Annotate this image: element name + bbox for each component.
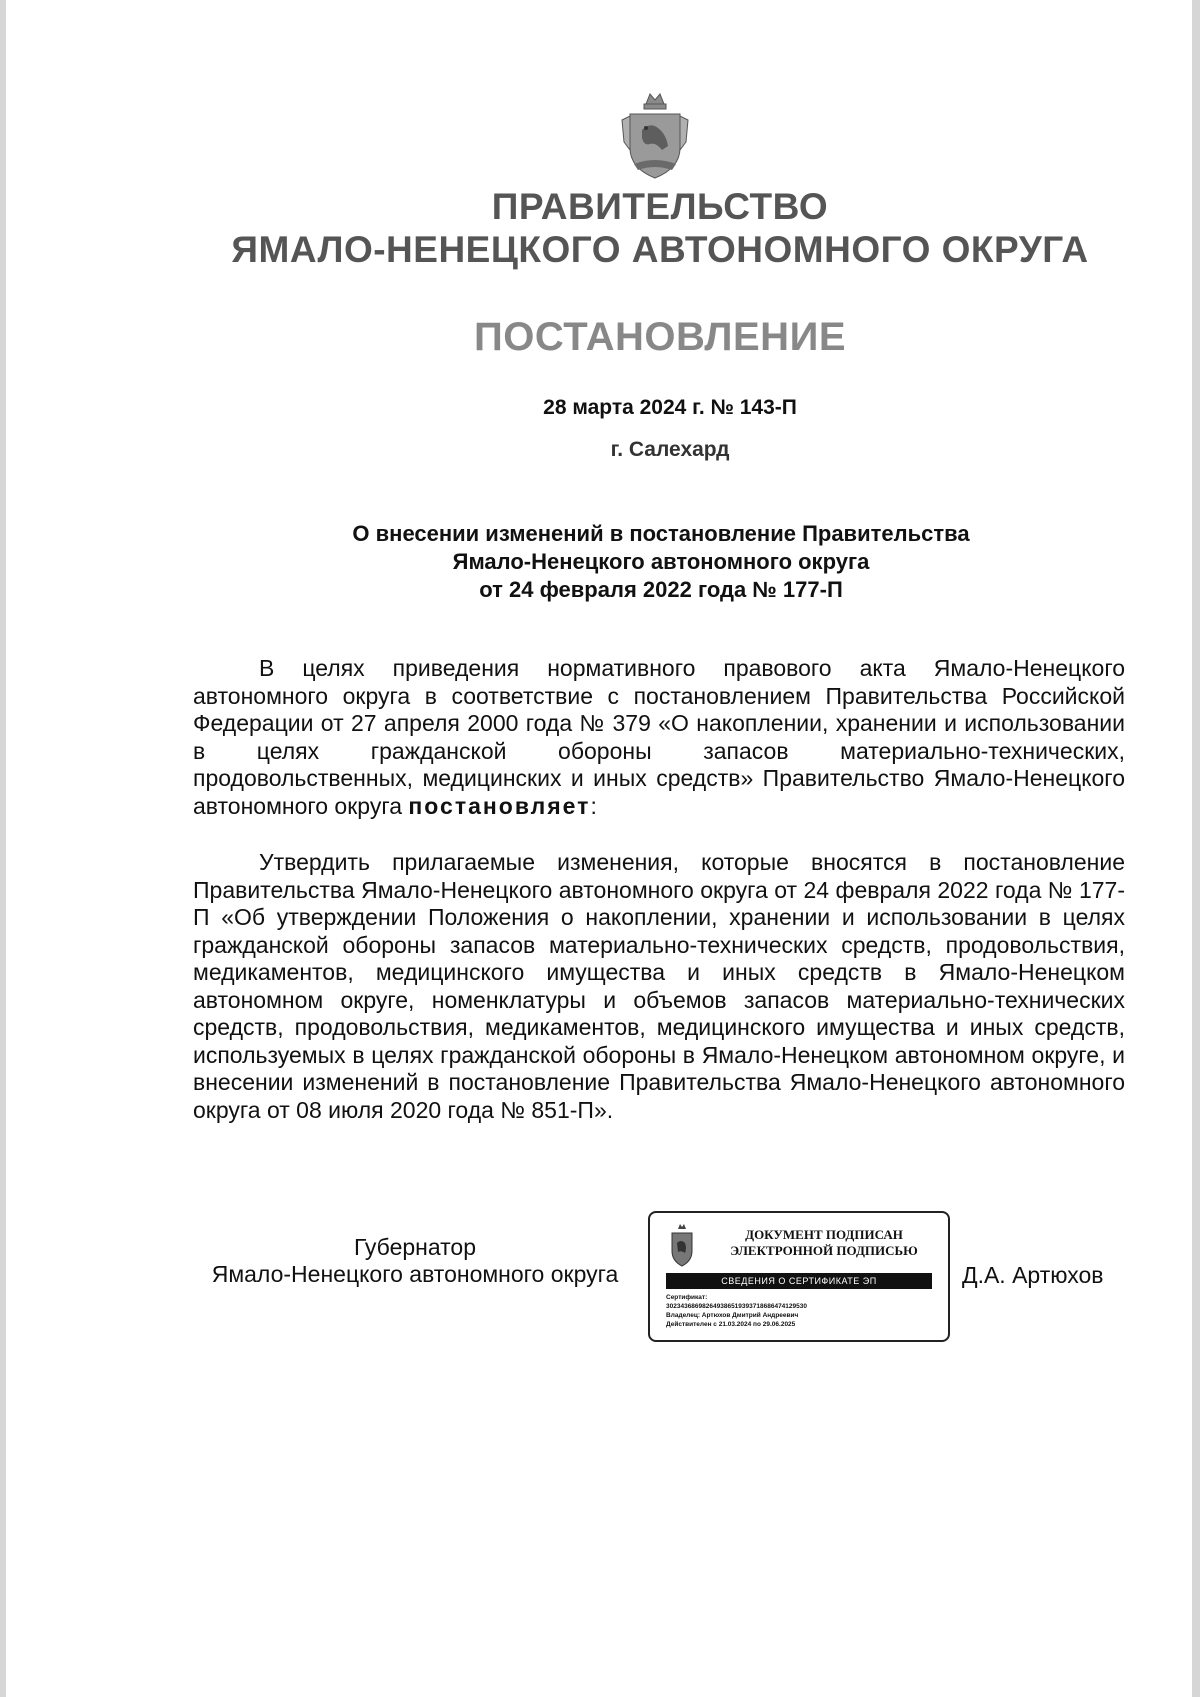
document-date-number: 28 марта 2024 г. № 143-П	[543, 396, 797, 419]
electronic-signature-stamp	[648, 1211, 950, 1342]
stamp-certificate-info	[666, 1293, 936, 1329]
signatory-position-line1: Губернатор	[353, 1234, 477, 1260]
subject-line-2: Ямало-Ненецкого автономного округа	[452, 549, 870, 574]
document-city: г. Салехард	[610, 438, 730, 461]
paragraph-1-end: :	[590, 792, 597, 819]
stamp-title-line2: ЭЛЕКТРОННОЙ ПОДПИСЬЮ	[730, 1243, 918, 1258]
subject-line-3: от 24 февраля 2022 года № 177-П	[479, 577, 843, 602]
body-paragraph-2: Утвердить прилагаемые изменения, которые вносятся в постановление Правительства Ямало-Ненецкого автономного округа от 24 февраля 2022 года № 177-П «Об утверждении Положения о накоплении, хранении и использовании в целях гражданской обороны запасов материально-технических средств, продовольствия, медикаментов, медицинского имущества и иных средств в Ямало-Ненецком автономном округе, номенклатуры и объемов запасов материально-технических средств, продовольствия, медикаментов, медицинского имущества и иных средств, используемых в целях гражданской обороны в Ямало-Ненецком автономном округе, и внесении изменений в постановление Правительства Ямало-Ненецкого автономного округа от 08 июля 2020 года № 851-П».	[193, 849, 1125, 1123]
stamp-validity: Действителен с 21.03.2024 по 29.06.2025	[666, 1321, 796, 1328]
stamp-title	[708, 1227, 940, 1259]
stamp-title-line1: ДОКУМЕНТ ПОДПИСАН	[745, 1227, 903, 1242]
signer-name: Д.А. Артюхов	[962, 1262, 1104, 1288]
stamp-certificate-label: Сертификат:	[666, 1294, 708, 1301]
government-title-line2: ЯМАЛО-НЕНЕЦКОГО АВТОНОМНОГО ОКРУГА	[231, 229, 1089, 270]
stamp-certificate-header: СВЕДЕНИЯ О СЕРТИФИКАТЕ ЭП	[666, 1273, 932, 1289]
document-subject	[193, 520, 1129, 604]
signatory-position	[190, 1234, 640, 1288]
stamp-certificate-number: 302343686982649386519393718686474129530	[666, 1303, 807, 1310]
body-paragraph-1	[193, 655, 1125, 820]
stamp-owner: Владелец: Артюхов Дмитрий Андреевич	[666, 1312, 799, 1319]
subject-line-1: О внесении изменений в постановление Правительства	[352, 521, 970, 546]
coat-of-arms-icon	[620, 90, 690, 180]
document-type: ПОСТАНОВЛЕНИЕ	[473, 315, 846, 359]
government-title-line1: ПРАВИТЕЛЬСТВО	[491, 186, 829, 227]
stamp-coat-of-arms-icon	[668, 1223, 696, 1267]
signatory-position-line2: Ямало-Ненецкого автономного округа	[211, 1261, 619, 1287]
paragraph-1-text: В целях приведения нормативного правового акта Ямало-Ненецкого автономного округа в соответствие с постановлением Правительства Российской Федерации от 27 апреля 2000 года № 379 «О накоплении, хранении и использовании в целях гражданской обороны запасов материально-технических, продовольственных, медицинских и иных средств» Правительство Ямало-Ненецкого автономного округа	[193, 655, 1125, 819]
resolution-keyword: постановляет	[408, 792, 591, 819]
